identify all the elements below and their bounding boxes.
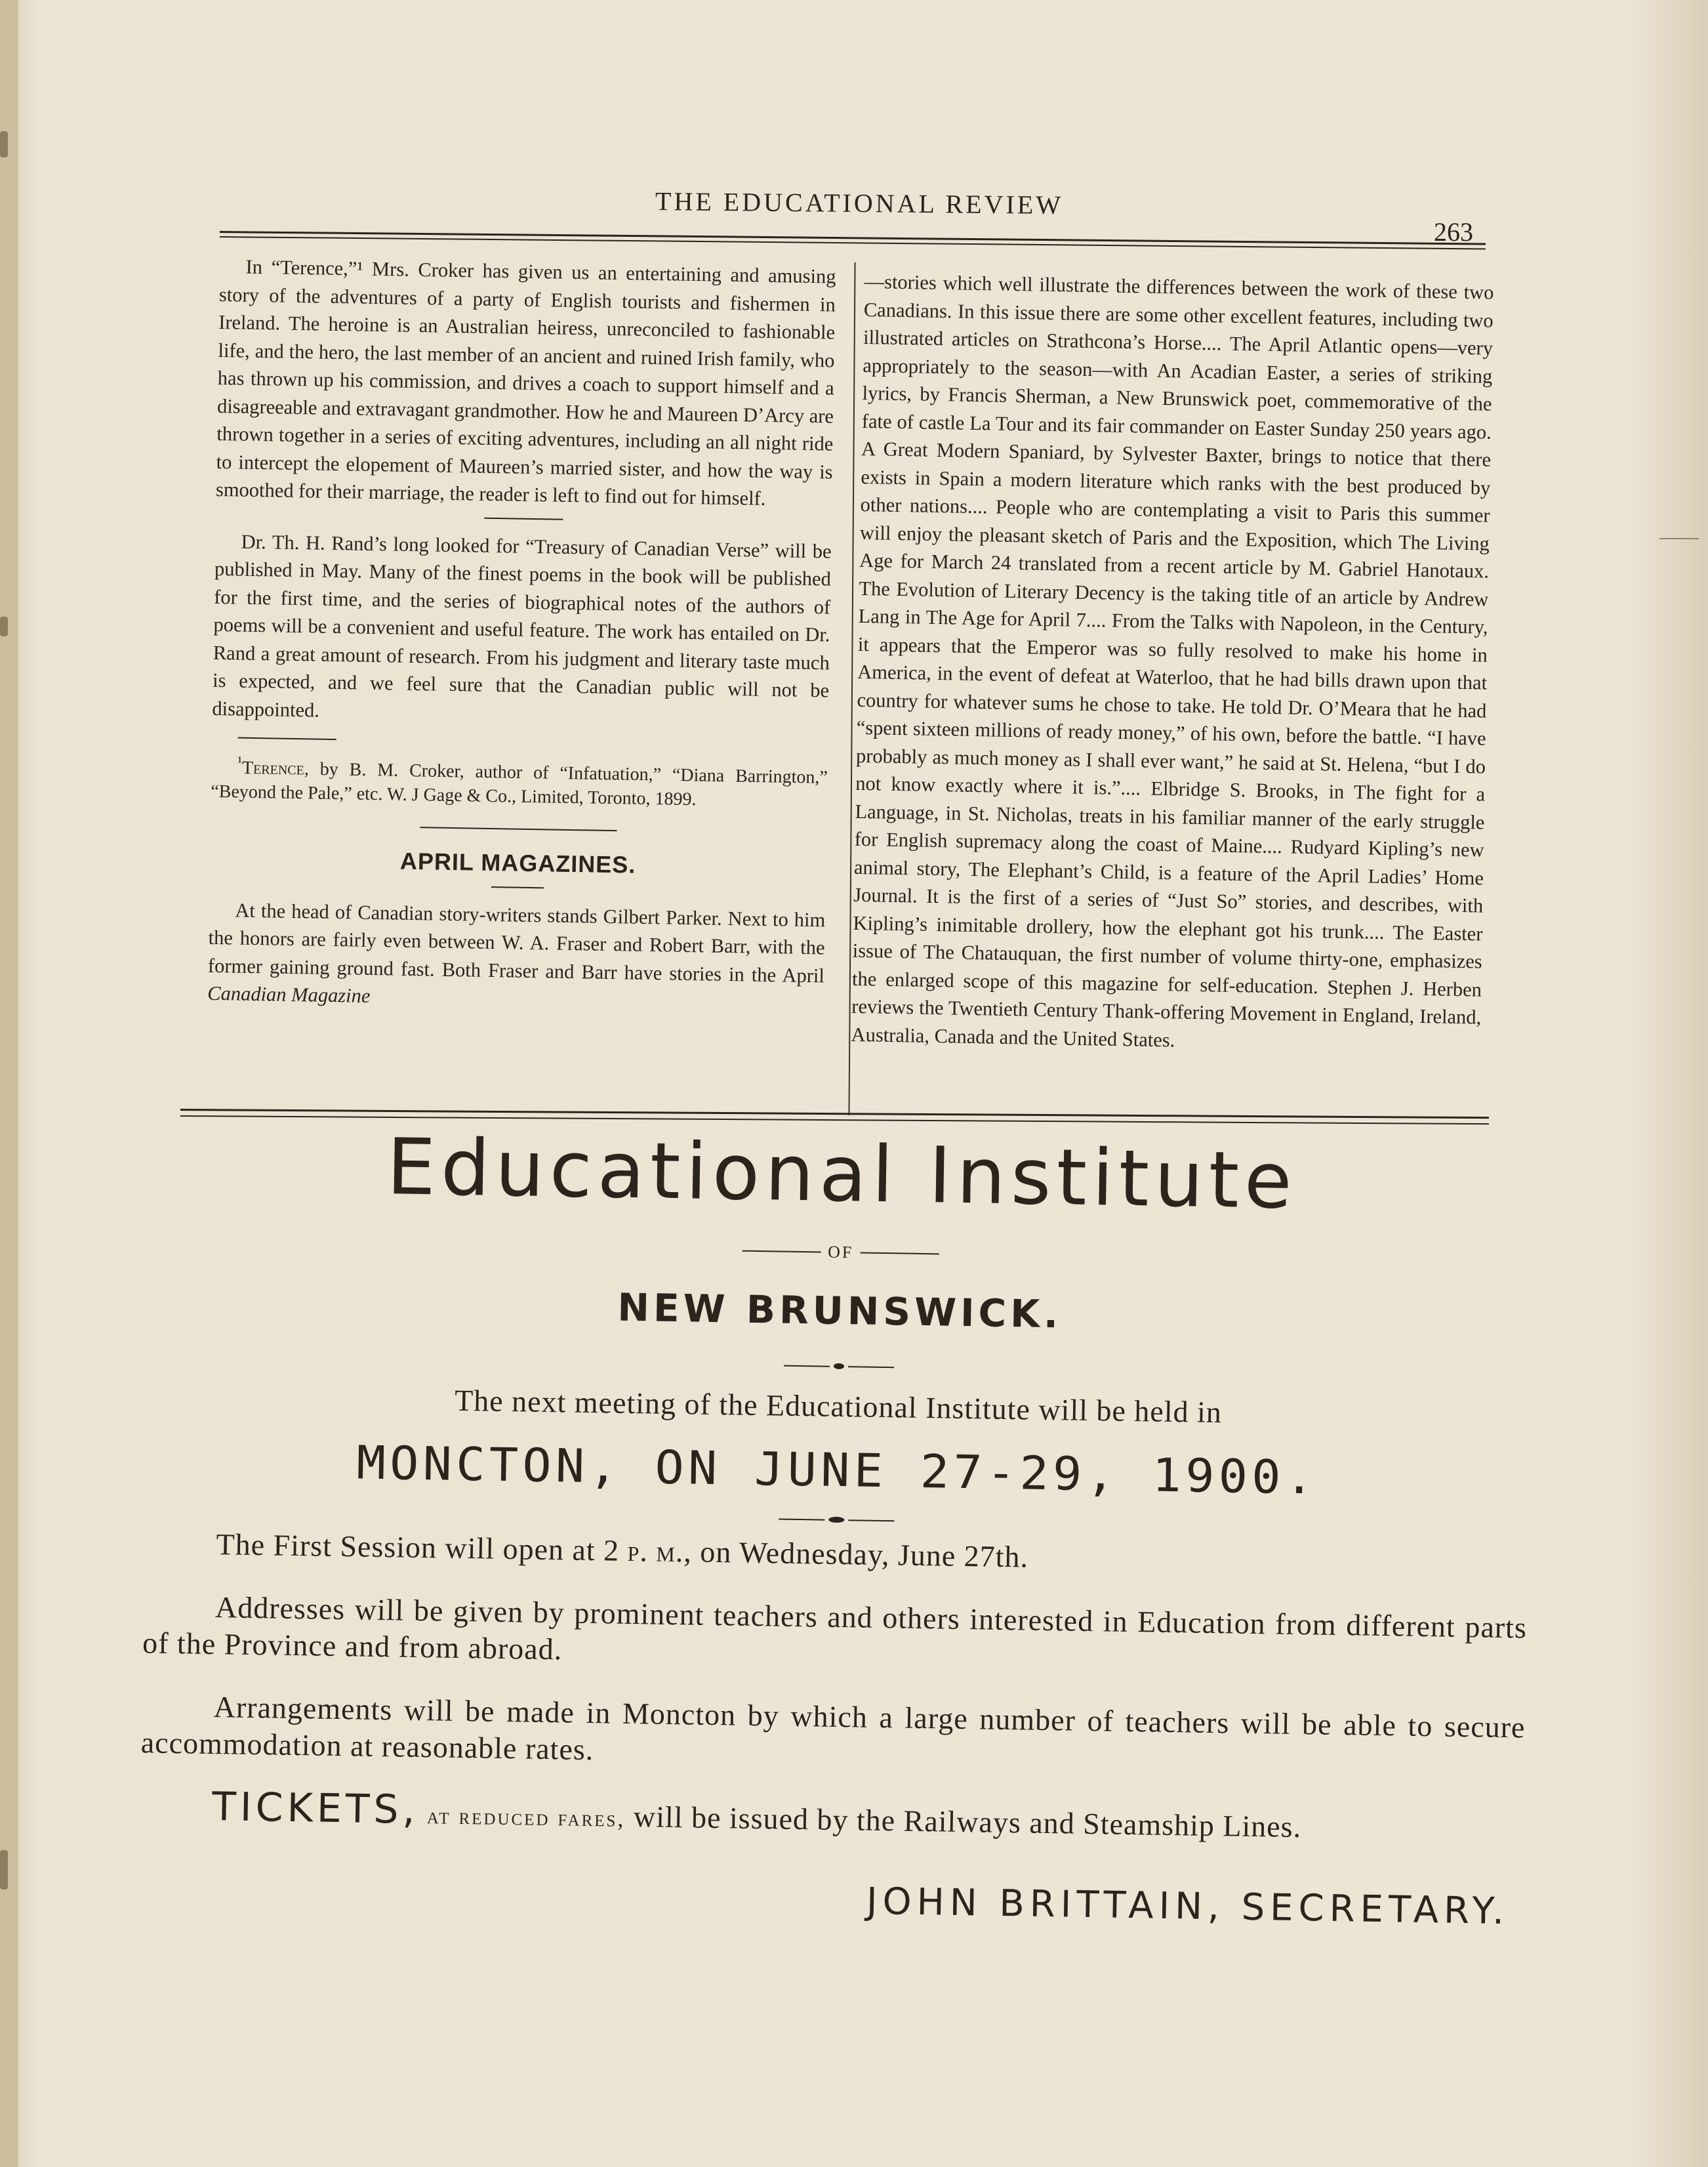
first-session: [144, 1525, 1528, 1583]
footnote-title: Terence,: [241, 758, 310, 779]
ornament-line: [848, 1366, 894, 1368]
magazines-review: —stories which well illustrate the differences between the work of these two Canadians. In this issue there are some other excellent features, including two illustrated articles on Strathcona’s Horse.... The April Atlantic opens—very appropriately to the season—with An Acadian Easter, a series of striking lyrics, by Francis Sherman, a New Brunswick poet, commemorative of the fate of castle La Tour and its fair commander on Easter Sunday 250 years ago. A Great Modern Spaniard, by Sylvester Baxter, brings to notice that there exists in Spain a modern literature which ranks with the best produced by other nations.... People who are contemplating a visit to Paris this summer will enjoy the pleasant sketch of Paris and the Exposition, which The Living Age for March 24 translated from a recent article by M. Gabriel Hanotaux. The Evolution of Literary Decency is the taking title of an article by Andrew Lang in The Age for April 7.... From the Talks with Napoleon, in the Century, it appears that the Emperor was so fully resolved to make his home in America, in the event of defeat at Waterloo, that he had bills drawn upon that country for whatever sums he chose to take. He told Dr. O’Meara that he had “spent sixteen millions of ready money,” of his own, before the battle. “I have probably as much money as I shall ever want,” he said at St. Helena, “but I do not know exactly where it is.”.... Elbridge S. Brooks, in The fight for a Language, in St. Nicholas, treats in his familiar manner of the early struggle for English supremacy along the coast of Maine.... Rudyard Kipling’s new animal story, The Elephant’s Child, is a feature of the April Ladies’ Home Journal. It is the first of a series of “Just So” stories, and describes, with Kipling’s inimitable drollery, how the elephant got his trunk.... The Easter issue of The Chatauquan, the first number of volume thirty-one, emphasizes the enlarged scope of this magazine for self-education. Stephen J. Herben reviews the Twentieth Century Thank-offering Movement in England, Ireland, Australia, Canada and the United States.: [851, 270, 1494, 1051]
footnote: [211, 750, 828, 814]
binding-mark: [0, 1850, 8, 1889]
tickets-rest: will be issued by the Railways and Steamship Lines.: [625, 1799, 1302, 1844]
section-separator: [484, 517, 563, 520]
right-column: [851, 268, 1494, 1060]
of-dash: [742, 1250, 821, 1253]
ad-province: NEW BRUNSWICK.: [617, 1285, 1063, 1337]
heading-underline: [491, 886, 544, 888]
addresses: Addresses will be given by prominent teachers and others interested in Education from different parts of the Province and from abroad.: [142, 1590, 1528, 1666]
first-session-text: The First Session will open at 2: [216, 1527, 628, 1567]
ornament-diamond: [828, 1517, 844, 1523]
ad-place-date: MONCTON, ON JUNE 27-29, 1900.: [356, 1435, 1319, 1505]
journal-title: THE EDUCATIONAL REVIEW: [655, 186, 1064, 220]
tickets: [140, 1784, 1524, 1851]
footnote-text: by B. M. Croker, author of “Infatuation,” “Diana Barrington,” “Beyond the Pale,” etc. W. J Gage & Co., Limited, Toronto, 1899.: [211, 758, 828, 810]
section-separator: [420, 827, 617, 832]
left-column: [207, 253, 836, 1018]
of-dash: [860, 1252, 939, 1254]
institute-advertisement: [138, 1104, 1535, 1933]
tickets-reduced: at reduced fares,: [426, 1802, 626, 1832]
page-number: 263: [1434, 217, 1473, 247]
ad-of: OF: [827, 1242, 854, 1262]
arrangements: Arrangements will be made in Moncton by which a large number of teachers will be able to secure accommodation at reasonable rates.: [140, 1690, 1526, 1767]
tickets-word: TICKETS,: [211, 1784, 420, 1833]
running-head: [216, 182, 1502, 225]
ornament-line: [848, 1519, 894, 1521]
binding-mark: [0, 131, 8, 157]
magazines-intro-text: At the head of Canadian story-writers stands Gilbert Parker. Next to him the honors are fairly even between W. A. Fraser and Robert Barr, with the former gaining ground fast. Both Fraser and Barr have stories in the April: [207, 899, 826, 987]
edge-mark: [1659, 538, 1699, 539]
ornament: [147, 1352, 1531, 1380]
first-session-date: , on Wednesday, June 27th.: [683, 1535, 1029, 1574]
ad-of-line: [149, 1231, 1533, 1273]
binding-gutter: [0, 0, 18, 2167]
magazines-intro: [207, 896, 826, 1018]
first-session-time: p. m.: [627, 1533, 684, 1569]
ad-body: [140, 1525, 1528, 1851]
ad-title: Educational Institute: [386, 1121, 1298, 1226]
binding-mark: [0, 617, 8, 636]
magazine-title: Canadian Magazine: [207, 982, 371, 1008]
rand-notice: Dr. Th. H. Rand’s long looked for “Treasury of Canadian Verse” will be published in May. Many of the finest poems in the book will be published for the first time, and the series of biographical notes of the authors of poems will be a convenient and useful feature. The work has entailed on Dr. Rand a great amount of research. From his judgment and literary taste much is expected, and we feel sure that the Canadian public will not be disappointed.: [212, 530, 832, 722]
section-heading: APRIL MAGAZINES.: [399, 848, 636, 878]
terence-review: In “Terence,”¹ Mrs. Croker has given us an entertaining and amusing story of the adventures of a party of English tourists and fishermen in Ireland. The heroine is an Australian heiress, unreconciled to fashionable life, and the hero, the last member of an ancient and ruined Irish family, who has thrown up his commission, and drives a coach to support himself and a disagreeable and extravagant grandmother. How he and Maureen D’Arcy are thrown together in a series of exciting adventures, including an all night ride to intercept the elopement of Maureen’s married sister, and how the way is smoothed for their marriage, the reader is left to find out for himself.: [215, 255, 836, 510]
ad-lead: The next meeting of the Educational Institute will be held in: [454, 1383, 1223, 1430]
footnote-mark: ¹: [237, 753, 243, 771]
footnote-rule: [238, 737, 336, 740]
ornament-line: [779, 1518, 824, 1520]
signature: JOHN BRITTAIN, SECRETARY.: [866, 1880, 1510, 1933]
ornament-line: [784, 1365, 830, 1367]
ornament-diamond: [834, 1363, 844, 1369]
